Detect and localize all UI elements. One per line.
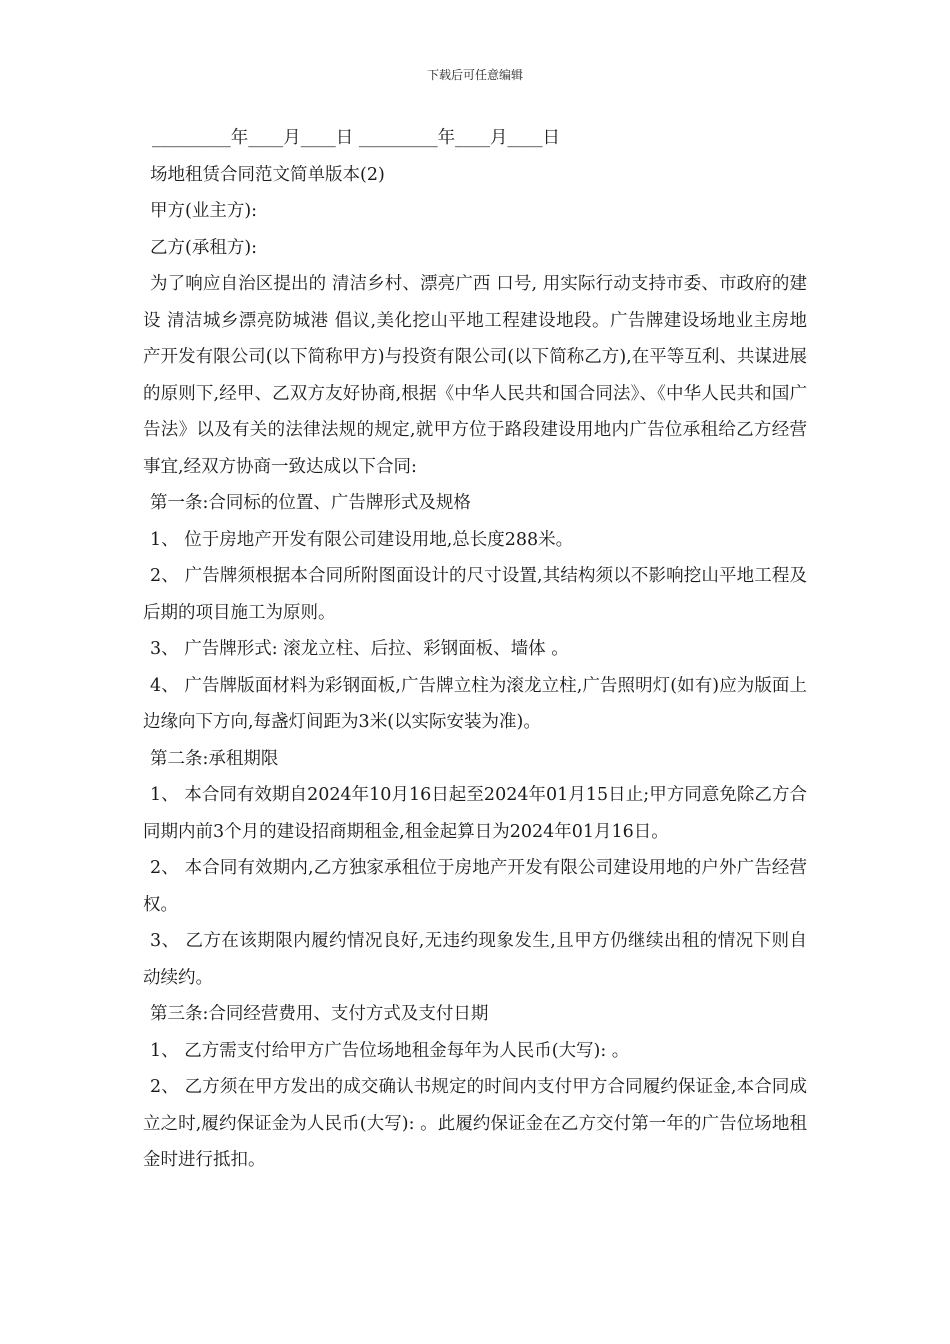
- document-title: 场地租赁合同范文简单版本(2): [150, 164, 385, 185]
- date-line: _________年____月____日 _________年____月____日: [152, 128, 561, 148]
- article-1-clause-2: 2、 广告牌须根据本合同所附图面设计的尺寸设置,其结构须以不影响挖山平地工程及后期的项目施工为原则。: [143, 566, 807, 623]
- party-a-line: 甲方(业主方):: [150, 201, 258, 221]
- intro-paragraph: 为了响应自治区提出的 清洁乡村、漂亮广西 口号, 用实际行动支持市委、市政府的建设 清洁城乡漂亮防城港 倡议,美化挖山平地工程建设地段。广告牌建设场地业主房地产开发有限公司(以下简称甲方)与投资有限公司(以下简称乙方),在平等互利、共谋进展的原则下,经甲、乙双方友好协商,根据《中华人民共和国合同法》、《中华人民共和国广告法》以及有关的法律法规的规定,就甲方位于路段建设用地内广告位承租给乙方经营事宜,经双方协商一致达成以下合同:: [143, 274, 807, 477]
- article-3-clause-1: 1、 乙方需支付给甲方广告位场地租金每年为人民币(大写): 。: [150, 1040, 630, 1061]
- article-2-clause-1: 1、 本合同有效期自2024年10月16日起至2024年01月15日止;甲方同意免除乙方合同期内前3个月的建设招商期租金,租金起算日为2024年01月16日。: [143, 785, 807, 842]
- article-1-clause-1: 1、 位于房地产开发有限公司建设用地,总长度288米。: [150, 529, 574, 550]
- article-1-clause-3: 3、 广告牌形式: 滚龙立柱、后拉、彩钢面板、墙体 。: [150, 639, 569, 659]
- article-2-clause-2: 2、 本合同有效期内,乙方独家承租位于房地产开发有限公司建设用地的户外广告经营权。: [143, 858, 807, 915]
- page-header-note: 下载后可任意编辑: [426, 68, 523, 82]
- article-1-clause-4: 4、 广告牌版面材料为彩钢面板,广告牌立柱为滚龙立柱,广告照明灯(如有)应为版面上边缘向下方向,每盏灯间距为3米(以实际安装为准)。: [143, 675, 807, 732]
- article-2-title: 第二条:承租期限: [150, 748, 279, 769]
- article-3-clause-2: 2、 乙方须在甲方发出的成交确认书规定的时间内支付甲方合同履约保证金,本合同成立之时,履约保证金为人民币(大写): 。此履约保证金在乙方交付第一年的广告位场地租金时进行抵扣。: [143, 1077, 807, 1170]
- article-2-clause-3: 3、 乙方在该期限内履约情况良好,无违约现象发生,且甲方仍继续出租的情况下则自动续约。: [143, 931, 807, 988]
- article-3-title: 第三条:合同经营费用、支付方式及支付日期: [150, 1004, 489, 1024]
- party-b-line: 乙方(承租方):: [150, 237, 258, 258]
- article-1-title: 第一条:合同标的位置、广告牌形式及规格: [150, 493, 471, 513]
- document-body: [143, 120, 807, 1179]
